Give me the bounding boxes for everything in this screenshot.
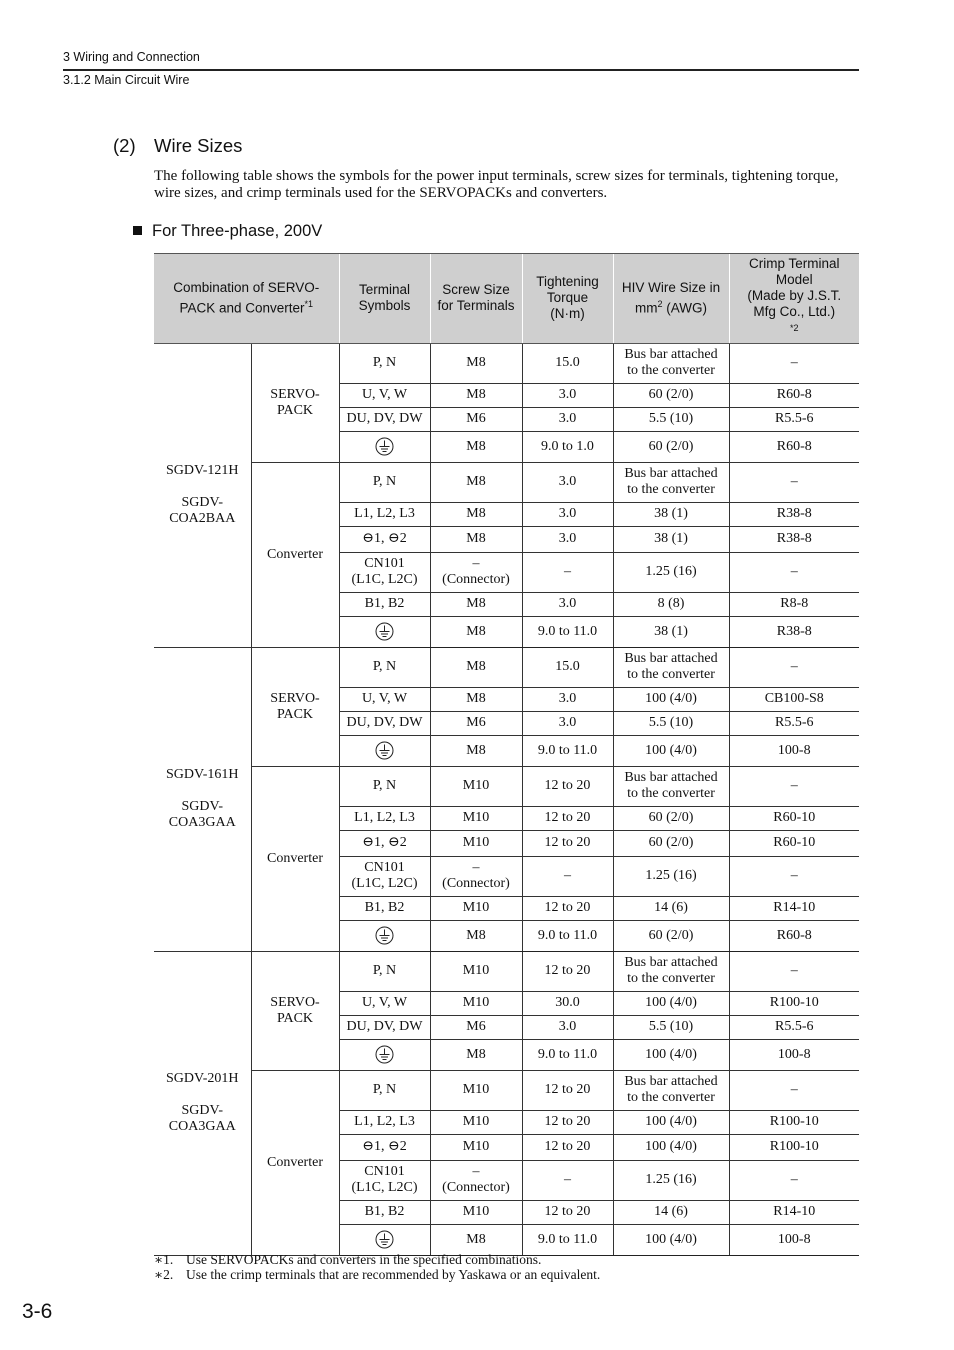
wire-cell: 5.5 (10) <box>613 711 729 735</box>
wire-cell: 1.25 (16) <box>613 552 729 592</box>
converter-model-line: SGDV- <box>181 799 223 814</box>
terminal-cell: DU, DV, DW <box>339 1015 430 1039</box>
crimp-cell: – <box>729 552 859 592</box>
wire-line: to the converter <box>627 482 715 497</box>
torque-cell: 12 to 20 <box>522 951 613 991</box>
terminal-cell <box>339 616 430 647</box>
wire-cell <box>613 951 729 991</box>
screw-cell: M8 <box>430 1039 522 1070</box>
torque-cell: 9.0 to 1.0 <box>522 431 613 462</box>
terminal-cell <box>339 920 430 951</box>
table-body <box>154 343 859 1255</box>
terminal-cell <box>339 1160 430 1200</box>
torque-cell: – <box>522 856 613 896</box>
wire-cell: 100 (4/0) <box>613 1224 729 1255</box>
terminal-cell: L1, L2, L3 <box>339 806 430 830</box>
screw-line: – <box>472 860 480 875</box>
servopack-label-cell <box>251 343 339 462</box>
terminal-cell: P, N <box>339 343 430 383</box>
terminal-cell: L1, L2, L3 <box>339 1110 430 1134</box>
header-torque <box>522 254 613 344</box>
servopack-label-line: SERVO- <box>270 994 320 1010</box>
wire-cell: 100 (4/0) <box>613 687 729 711</box>
wire-size-table <box>154 253 859 1256</box>
torque-cell: 3.0 <box>522 383 613 407</box>
screw-cell: M8 <box>430 920 522 951</box>
header-wire-text: HIV Wire Size in mm <box>621 280 721 316</box>
terminal-line: (L1C, L2C) <box>351 1180 418 1195</box>
screw-line: (Connector) <box>442 572 510 587</box>
torque-cell: 3.0 <box>522 462 613 502</box>
wire-line: to the converter <box>627 363 715 378</box>
wire-cell: 60 (2/0) <box>613 806 729 830</box>
crimp-cell: R60-8 <box>729 920 859 951</box>
screw-cell: M6 <box>430 407 522 431</box>
servopack-label-line: PACK <box>276 706 314 722</box>
ground-icon <box>375 1045 394 1064</box>
wire-line: Bus bar attached <box>624 955 718 970</box>
chapter-header: 3 Wiring and Connection <box>63 50 200 64</box>
header-wire-unit: (AWG) <box>662 300 707 316</box>
screw-cell: M6 <box>430 711 522 735</box>
converter-label-cell: Converter <box>251 462 339 647</box>
wire-cell <box>613 1070 729 1110</box>
torque-cell: – <box>522 552 613 592</box>
crimp-cell: – <box>729 462 859 502</box>
servopack-label-line: PACK <box>276 1010 314 1026</box>
crimp-cell: R100-10 <box>729 1134 859 1160</box>
terminal-cell: U, V, W <box>339 687 430 711</box>
wire-cell: 38 (1) <box>613 616 729 647</box>
table-row <box>154 1070 859 1110</box>
terminal-line: CN101 <box>364 556 405 571</box>
model-cell <box>154 647 251 951</box>
wire-cell: 38 (1) <box>613 502 729 526</box>
wire-cell <box>613 462 729 502</box>
terminal-cell: ⊖1, ⊖2 <box>339 830 430 856</box>
torque-cell: 15.0 <box>522 647 613 687</box>
terminal-cell <box>339 431 430 462</box>
servopack-label-cell <box>251 951 339 1070</box>
footnotes <box>154 1252 600 1282</box>
servopack-label-line: SERVO- <box>270 386 320 402</box>
header-combination-text: Combination of SERVO-PACK and Converter <box>173 280 320 316</box>
crimp-cell: CB100-S8 <box>729 687 859 711</box>
table-header-row <box>154 254 859 344</box>
torque-cell: 3.0 <box>522 711 613 735</box>
wire-cell: 100 (4/0) <box>613 1039 729 1070</box>
section-number: (2) <box>113 135 136 156</box>
servopack-label-line: PACK <box>276 402 314 418</box>
ground-icon <box>375 1230 394 1249</box>
screw-cell: M8 <box>430 735 522 766</box>
footnote-ref-1: *1 <box>304 299 314 309</box>
crimp-cell: R38-8 <box>729 502 859 526</box>
table-row <box>154 462 859 502</box>
footnote <box>154 1267 600 1282</box>
terminal-cell <box>339 735 430 766</box>
footnote-mark: ∗2. <box>154 1267 174 1282</box>
wire-line: to the converter <box>627 971 715 986</box>
crimp-cell: 100-8 <box>729 1224 859 1255</box>
footnote <box>154 1252 600 1267</box>
subheading-text: For Three-phase, 200V <box>152 222 323 240</box>
converter-label-cell: Converter <box>251 1070 339 1255</box>
footnote-ref-2: *2 <box>789 323 799 333</box>
servopack-model: SGDV-121H <box>165 463 239 478</box>
terminal-cell: ⊖1, ⊖2 <box>339 526 430 552</box>
wire-line: Bus bar attached <box>624 1074 718 1089</box>
torque-cell: 3.0 <box>522 592 613 616</box>
screw-cell <box>430 1160 522 1200</box>
converter-model-line: SGDV- <box>181 495 223 510</box>
header-crimp-line: Crimp Terminal <box>748 256 840 271</box>
screw-line: – <box>472 556 480 571</box>
terminal-cell: P, N <box>339 1070 430 1110</box>
wire-cell: 60 (2/0) <box>613 431 729 462</box>
wire-cell: 8 (8) <box>613 592 729 616</box>
wire-cell: 100 (4/0) <box>613 1110 729 1134</box>
torque-cell: 9.0 to 11.0 <box>522 1039 613 1070</box>
wire-cell <box>613 766 729 806</box>
model-gap <box>157 783 248 799</box>
screw-cell: M10 <box>430 1070 522 1110</box>
header-screw: Screw Size for Terminals <box>430 254 522 344</box>
screw-line: (Connector) <box>442 1180 510 1195</box>
crimp-cell: – <box>729 1160 859 1200</box>
wire-line: to the converter <box>627 667 715 682</box>
wire-cell: 60 (2/0) <box>613 830 729 856</box>
torque-cell: 12 to 20 <box>522 1070 613 1110</box>
converter-model-line: COA3GAA <box>168 815 236 830</box>
ground-icon <box>375 437 394 456</box>
terminal-line: (L1C, L2C) <box>351 572 418 587</box>
header-torque-line: Tightening <box>536 274 599 290</box>
page-number: 3-6 <box>22 1300 53 1323</box>
ground-icon <box>375 741 394 760</box>
header-wire-superscript: 2 <box>657 299 663 309</box>
torque-cell: 3.0 <box>522 687 613 711</box>
torque-cell: 3.0 <box>522 526 613 552</box>
crimp-cell: R100-10 <box>729 1110 859 1134</box>
header-crimp <box>729 254 859 344</box>
terminal-cell <box>339 552 430 592</box>
model-gap <box>157 1087 248 1103</box>
converter-model-line: COA2BAA <box>169 511 236 526</box>
screw-cell: M10 <box>430 1134 522 1160</box>
crimp-cell: R14-10 <box>729 896 859 920</box>
screw-cell: M10 <box>430 1200 522 1224</box>
crimp-cell: R38-8 <box>729 616 859 647</box>
screw-cell: M8 <box>430 462 522 502</box>
footnote-mark: ∗1. <box>154 1252 174 1267</box>
torque-cell: 12 to 20 <box>522 830 613 856</box>
torque-cell: 3.0 <box>522 407 613 431</box>
table-row <box>154 766 859 806</box>
screw-line: (Connector) <box>442 876 510 891</box>
section-title <box>113 135 242 157</box>
terminal-cell: DU, DV, DW <box>339 711 430 735</box>
wire-line: to the converter <box>627 1090 715 1105</box>
crimp-cell: – <box>729 343 859 383</box>
terminal-cell: ⊖1, ⊖2 <box>339 1134 430 1160</box>
terminal-line: (L1C, L2C) <box>351 876 418 891</box>
section-header: 3.1.2 Main Circuit Wire <box>63 73 190 87</box>
crimp-cell: R60-10 <box>729 830 859 856</box>
terminal-line: CN101 <box>364 1164 405 1179</box>
table-row <box>154 647 859 687</box>
header-torque-line: (N·m) <box>550 306 585 322</box>
wire-line: to the converter <box>627 786 715 801</box>
wire-cell: 5.5 (10) <box>613 1015 729 1039</box>
crimp-cell: – <box>729 1070 859 1110</box>
ground-icon <box>375 926 394 945</box>
terminal-cell: DU, DV, DW <box>339 407 430 431</box>
terminal-cell: P, N <box>339 462 430 502</box>
bullet-square-icon <box>133 226 142 235</box>
crimp-cell: – <box>729 766 859 806</box>
torque-cell: 9.0 to 11.0 <box>522 920 613 951</box>
screw-cell: M8 <box>430 647 522 687</box>
crimp-cell: R8-8 <box>729 592 859 616</box>
servopack-model: SGDV-161H <box>165 767 239 782</box>
screw-cell: M8 <box>430 431 522 462</box>
model-cell <box>154 343 251 647</box>
footnote-text: Use the crimp terminals that are recommended by Yaskawa or an equivalent. <box>186 1267 601 1282</box>
screw-cell: M8 <box>430 1224 522 1255</box>
terminal-cell: U, V, W <box>339 383 430 407</box>
torque-cell: 9.0 to 11.0 <box>522 616 613 647</box>
crimp-cell: 100-8 <box>729 735 859 766</box>
wire-cell: 100 (4/0) <box>613 735 729 766</box>
header-crimp-line: Model <box>775 272 813 287</box>
terminal-cell: U, V, W <box>339 991 430 1015</box>
screw-cell: M8 <box>430 502 522 526</box>
table-row <box>154 343 859 383</box>
table-row <box>154 951 859 991</box>
screw-cell: M8 <box>430 343 522 383</box>
screw-cell: M10 <box>430 991 522 1015</box>
screw-cell: M10 <box>430 766 522 806</box>
wire-cell <box>613 647 729 687</box>
screw-cell: M10 <box>430 806 522 830</box>
terminal-cell: P, N <box>339 951 430 991</box>
terminal-cell: B1, B2 <box>339 1200 430 1224</box>
torque-cell: 9.0 to 11.0 <box>522 1224 613 1255</box>
servopack-label-line: SERVO- <box>270 690 320 706</box>
converter-label-cell: Converter <box>251 766 339 951</box>
crimp-cell: R5.5-6 <box>729 407 859 431</box>
screw-cell: M10 <box>430 896 522 920</box>
converter-model-line: SGDV- <box>181 1103 223 1118</box>
terminal-cell <box>339 1224 430 1255</box>
crimp-cell: R60-10 <box>729 806 859 830</box>
servopack-model: SGDV-201H <box>165 1071 239 1086</box>
header-wire <box>613 254 729 344</box>
crimp-cell: – <box>729 856 859 896</box>
screw-cell: M8 <box>430 526 522 552</box>
wire-line: Bus bar attached <box>624 770 718 785</box>
header-combination <box>154 254 339 344</box>
torque-cell: 30.0 <box>522 991 613 1015</box>
crimp-cell: R5.5-6 <box>729 1015 859 1039</box>
crimp-cell: – <box>729 647 859 687</box>
screw-cell <box>430 856 522 896</box>
terminal-cell <box>339 1039 430 1070</box>
crimp-cell: R100-10 <box>729 991 859 1015</box>
torque-cell: 12 to 20 <box>522 896 613 920</box>
footnote-text: Use SERVOPACKs and converters in the specified combinations. <box>186 1252 542 1267</box>
crimp-cell: R5.5-6 <box>729 711 859 735</box>
screw-cell: M10 <box>430 1110 522 1134</box>
model-gap <box>157 479 248 495</box>
wire-line: Bus bar attached <box>624 651 718 666</box>
converter-model-line: COA3GAA <box>168 1119 236 1134</box>
crimp-cell: – <box>729 951 859 991</box>
torque-cell: 12 to 20 <box>522 806 613 830</box>
terminal-cell <box>339 856 430 896</box>
wire-cell: 100 (4/0) <box>613 991 729 1015</box>
terminal-cell: P, N <box>339 647 430 687</box>
terminal-cell: P, N <box>339 766 430 806</box>
crimp-cell: R60-8 <box>729 383 859 407</box>
terminal-cell: L1, L2, L3 <box>339 502 430 526</box>
header-crimp-line <box>733 304 857 341</box>
terminal-cell: B1, B2 <box>339 592 430 616</box>
ground-icon <box>375 622 394 641</box>
wire-cell <box>613 343 729 383</box>
wire-cell: 5.5 (10) <box>613 407 729 431</box>
screw-cell: M10 <box>430 830 522 856</box>
header-torque-line: Torque <box>546 290 589 306</box>
torque-cell: 12 to 20 <box>522 766 613 806</box>
header-crimp-text: Mfg Co., Ltd.) <box>753 304 836 319</box>
section-title-text: Wire Sizes <box>154 135 243 156</box>
screw-cell: M6 <box>430 1015 522 1039</box>
screw-line: – <box>472 1164 480 1179</box>
wire-cell: 100 (4/0) <box>613 1134 729 1160</box>
servopack-label-cell <box>251 647 339 766</box>
torque-cell: – <box>522 1160 613 1200</box>
wire-cell: 14 (6) <box>613 1200 729 1224</box>
header-rule <box>63 69 859 71</box>
terminal-line: CN101 <box>364 860 405 875</box>
wire-cell: 1.25 (16) <box>613 856 729 896</box>
torque-cell: 12 to 20 <box>522 1110 613 1134</box>
wire-cell: 60 (2/0) <box>613 920 729 951</box>
header-crimp-line: (Made by J.S.T. <box>747 288 842 303</box>
header-terminal: Terminal Symbols <box>339 254 430 344</box>
crimp-cell: R14-10 <box>729 1200 859 1224</box>
wire-cell: 14 (6) <box>613 896 729 920</box>
subheading <box>133 222 322 241</box>
crimp-cell: R38-8 <box>729 526 859 552</box>
torque-cell: 12 to 20 <box>522 1200 613 1224</box>
terminal-cell: B1, B2 <box>339 896 430 920</box>
screw-cell: M10 <box>430 951 522 991</box>
screw-cell: M8 <box>430 383 522 407</box>
torque-cell: 3.0 <box>522 1015 613 1039</box>
wire-cell: 1.25 (16) <box>613 1160 729 1200</box>
screw-cell: M8 <box>430 616 522 647</box>
wire-cell: 38 (1) <box>613 526 729 552</box>
wire-cell: 60 (2/0) <box>613 383 729 407</box>
screw-cell: M8 <box>430 687 522 711</box>
crimp-cell: R60-8 <box>729 431 859 462</box>
torque-cell: 3.0 <box>522 502 613 526</box>
torque-cell: 12 to 20 <box>522 1134 613 1160</box>
wire-line: Bus bar attached <box>624 347 718 362</box>
wire-line: Bus bar attached <box>624 466 718 481</box>
crimp-cell: 100-8 <box>729 1039 859 1070</box>
intro-paragraph: The following table shows the symbols for the power input terminals, screw sizes for terminals, tightening torque, wire sizes, and crimp terminals used for the SERVOPACKs and converters. <box>154 168 839 201</box>
screw-cell <box>430 552 522 592</box>
torque-cell: 9.0 to 11.0 <box>522 735 613 766</box>
torque-cell: 15.0 <box>522 343 613 383</box>
screw-cell: M8 <box>430 592 522 616</box>
model-cell <box>154 951 251 1255</box>
